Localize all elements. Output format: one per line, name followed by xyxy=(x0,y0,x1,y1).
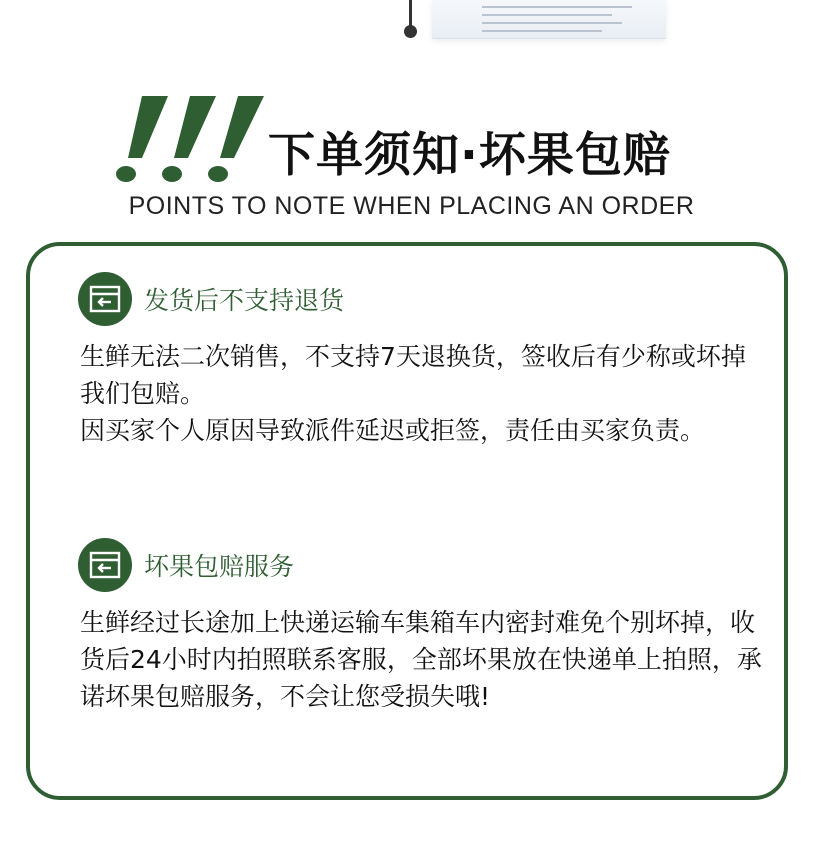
document-preview-strip xyxy=(432,0,666,39)
section-paragraph: 因买家个人原因导致派件延迟或拒签，责任由买家负责。 xyxy=(80,416,706,445)
page-subtitle: POINTS TO NOTE WHEN PLACING AN ORDER xyxy=(128,192,695,220)
page-title: 下单须知·坏果包赔 xyxy=(268,128,671,183)
section-title: 发货后不支持退货 xyxy=(144,286,345,315)
section-paragraph: 生鲜无法二次销售，不支持7天退换货，签收后有少称或坏掉我们包赔。 xyxy=(80,342,746,408)
section-title: 坏果包赔服务 xyxy=(144,552,295,581)
section-paragraph: 生鲜经过长途加上快递运输车集箱车内密封难免个别坏掉，收货后24小时内拍照联系客服，全部坏果放在快递单上拍照，承诺坏果包赔服务，不会让您受损失哦! xyxy=(80,608,762,711)
hanging-pin xyxy=(404,25,417,38)
hanging-string xyxy=(409,0,412,28)
exclamation-marks-icon xyxy=(108,92,268,188)
section-damage-compensation-header xyxy=(78,538,294,592)
section-no-returns-header xyxy=(78,272,344,326)
box-return-icon xyxy=(78,272,132,326)
box-return-icon xyxy=(78,538,132,592)
